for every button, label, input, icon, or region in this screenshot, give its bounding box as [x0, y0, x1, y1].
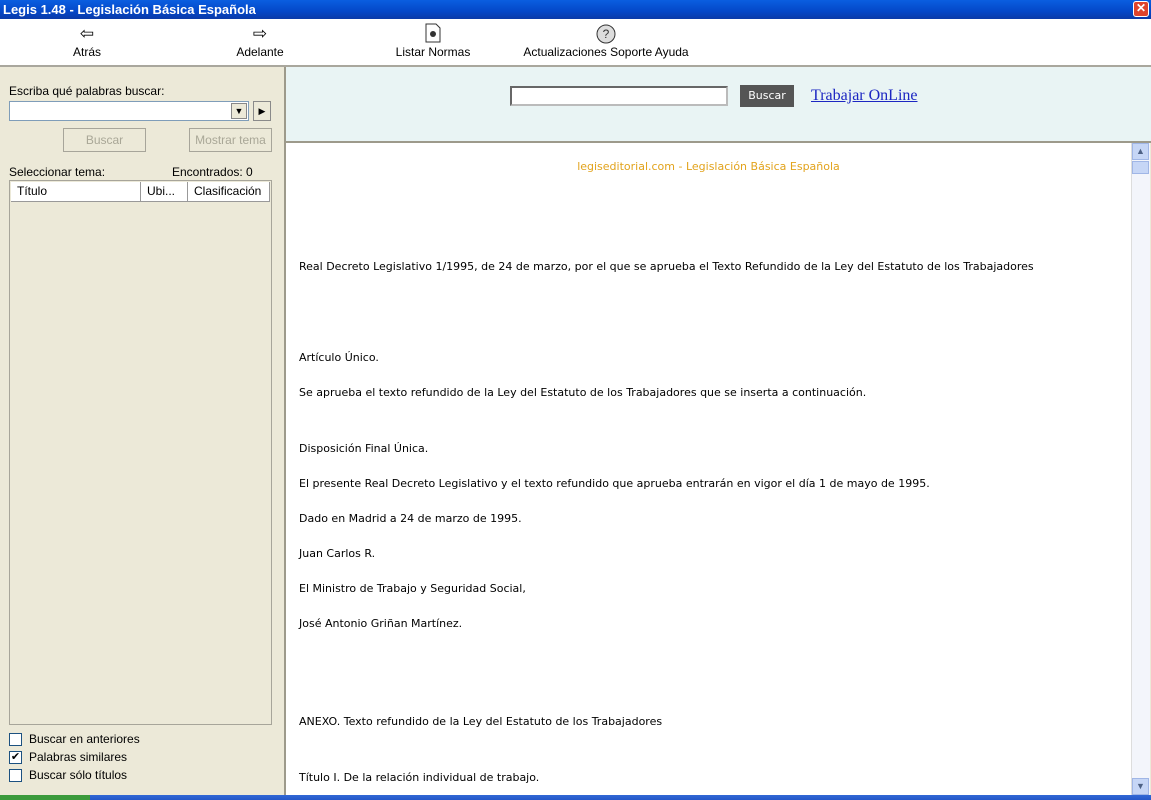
back-label: Atrás [72, 45, 101, 59]
doc-paragraph: Artículo Único. [299, 351, 379, 364]
help-globe-icon [520, 23, 692, 45]
doc-paragraph: Dado en Madrid a 24 de marzo de 1995. [299, 512, 522, 525]
updates-support-help-label: Actualizaciones Soporte Ayuda [523, 45, 689, 59]
search-button[interactable]: Buscar [63, 128, 146, 152]
chevron-down-icon[interactable]: ▼ [231, 103, 247, 119]
titles-only-checkbox[interactable] [9, 769, 22, 782]
search-prompt-label: Escriba qué palabras buscar: [9, 84, 165, 98]
column-header-classification[interactable]: Clasificación [188, 182, 270, 202]
document-scrollbar[interactable] [1131, 143, 1150, 795]
document-icon [392, 23, 474, 45]
results-list[interactable] [9, 180, 272, 725]
doc-paragraph: El presente Real Decreto Legislativo y el texto refundido que aprueba entrarán en vigor el día 1 de mayo de 1995. [299, 477, 930, 490]
work-online-link[interactable]: Trabajar OnLine [811, 87, 918, 104]
doc-paragraph: Juan Carlos R. [299, 547, 376, 560]
doc-paragraph: El Ministro de Trabajo y Seguridad Social, [299, 582, 526, 595]
show-theme-button[interactable]: Mostrar tema [189, 128, 272, 152]
web-search-button[interactable]: Buscar [740, 85, 794, 107]
start-button[interactable] [0, 795, 90, 800]
taskbar [0, 795, 1151, 800]
back-button[interactable] [66, 23, 108, 59]
web-header-bar [286, 67, 1151, 143]
forward-button[interactable] [230, 23, 290, 59]
forward-arrow-icon: ⇨ [252, 24, 268, 43]
scroll-thumb[interactable] [1132, 161, 1149, 174]
check-mark-icon: ✔ [10, 751, 21, 763]
title-bar [0, 0, 1151, 19]
select-theme-label: Seleccionar tema: [9, 165, 106, 179]
go-arrow-button[interactable] [253, 101, 271, 121]
close-icon[interactable]: ✕ [1133, 1, 1149, 17]
forward-label: Adelante [236, 45, 284, 59]
doc-paragraph: Disposición Final Única. [299, 442, 429, 455]
window-title: Legis 1.48 - Legislación Básica Española [3, 2, 256, 17]
doc-paragraph: Real Decreto Legislativo 1/1995, de 24 de marzo, por el que se aprueba el Texto Refundido de la Ley del Estatuto de los Trabajadores [299, 260, 1034, 273]
column-header-title[interactable]: Título [11, 182, 141, 202]
similar-words-checkbox[interactable] [9, 751, 22, 764]
play-arrow-icon: ▶ [258, 106, 266, 116]
svg-text:?: ? [602, 27, 610, 41]
site-header: legiseditorial.com - Legislación Básica Española [577, 160, 840, 173]
scroll-up-icon[interactable]: ▲ [1132, 143, 1149, 160]
doc-paragraph: José Antonio Griñan Martínez. [299, 617, 463, 630]
scroll-down-icon[interactable]: ▼ [1132, 778, 1149, 795]
toolbar [0, 19, 1151, 67]
search-previous-label[interactable]: Buscar en anteriores [29, 732, 140, 746]
doc-paragraph: Título I. De la relación individual de trabajo. [299, 771, 540, 784]
titles-only-label[interactable]: Buscar sólo títulos [29, 768, 128, 782]
search-previous-checkbox[interactable] [9, 733, 22, 746]
document-view [286, 143, 1131, 795]
back-arrow-icon: ⇦ [79, 24, 95, 43]
found-count-label: Encontrados: 0 [172, 165, 253, 179]
similar-words-label[interactable]: Palabras similares [29, 750, 128, 764]
web-search-input[interactable] [510, 86, 728, 106]
column-header-location[interactable]: Ubi... [141, 182, 188, 202]
doc-paragraph: ANEXO. Texto refundido de la Ley del Estatuto de los Trabajadores [299, 715, 663, 728]
updates-support-help-button[interactable] [520, 23, 692, 59]
search-combo-input[interactable] [9, 101, 249, 121]
list-norms-label: Listar Normas [395, 45, 471, 59]
doc-paragraph: Se aprueba el texto refundido de la Ley del Estatuto de los Trabajadores que se inserta a continuación. [299, 386, 867, 399]
list-norms-button[interactable] [392, 23, 474, 59]
